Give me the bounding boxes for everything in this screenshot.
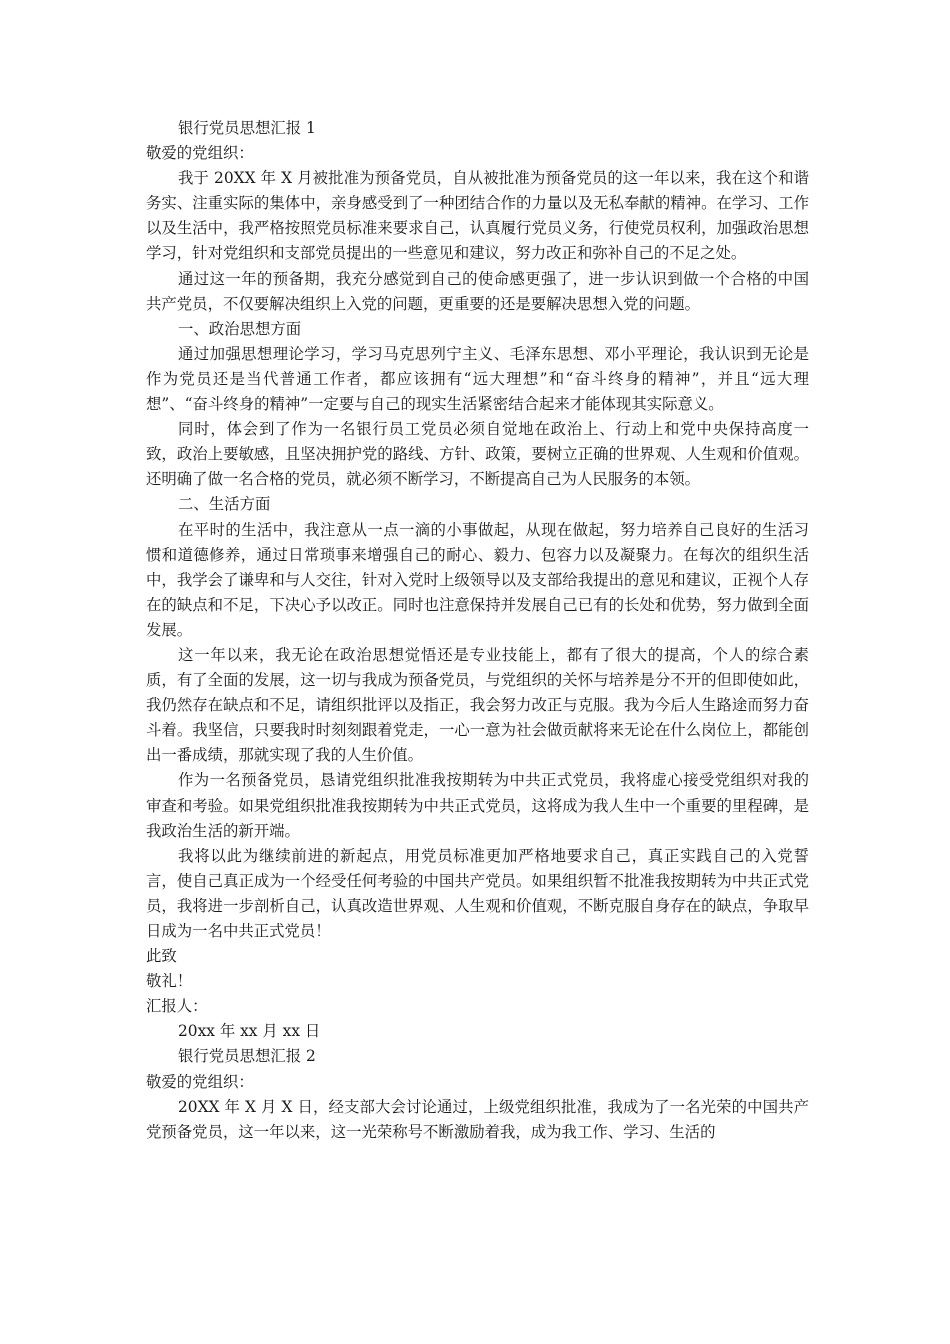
report1-salutation: 敬爱的党组织： [146, 144, 254, 163]
document-page [146, 116, 809, 1145]
life-paragraph-1: 在平时的生活中，我注意从一点一滴的小事做起，从现在做起，努力培养自己良好的生活习惯和道德修养，通过日常琐事来增强自己的耐心、毅力、包容力以及凝聚力。在每次的组织生活中，我学会了谦卑和与人交往，针对入党时上级领导以及支部给我提出的意见和建议，正视个人存在的缺点和不足，下决心予以改正。同时也注意保持并发展自己已有的长处和优势，努力做到全面发展。 [146, 520, 809, 639]
report1-title: 银行党员思想汇报 1 [178, 119, 316, 137]
politics-paragraph-1: 通过加强思想理论学习，学习马克思列宁主义、毛泽东思想、邓小平理论，我认识到无论是作为党员还是当代普通工作者，都应该拥有“远大理想”和“奋斗终身的精神”，并且“远大理想”、“奋斗终身的精神”一定要与自己的现实生活紧密结合起来才能体现其实际意义。 [146, 344, 809, 414]
section-heading-politics: 一、政治思想方面 [178, 319, 302, 338]
report2-paragraph-1: 20XX 年 X 月 X 日，经支部大会讨论通过，上级党组织批准，我成为了一名光荣的中国共产党预备党员，这一年以来，这一光荣称号不断激励着我，成为我工作、学习、生活的 [146, 1097, 809, 1141]
report2-salutation: 敬爱的党组织： [146, 1072, 254, 1091]
report1-paragraph-1: 我于 20XX 年 X 月被批准为预备党员，自从被批准为预备党员的这一年以来，我在这个和谐务实、注重实际的集体中，亲身感受到了一种团结合作的力量以及无私奉献的精神。在学习、工作以及生活中，我严格按照党员标准来要求自己，认真履行党员义务，行使党员权利，加强政治思想学习，针对党组织和支部党员提出的一些意见和建议，努力改正和弥补自己的不足之处。 [146, 169, 809, 263]
report2-title: 银行党员思想汇报 2 [178, 1047, 316, 1066]
life-paragraph-3: 作为一名预备党员，恳请党组织批准我按期转为中共正式党员，我将虚心接受党组织对我的审查和考验。如果党组织批准我按期转为中共正式党员，这将成为我人生中一个重要的里程碑，是我政治生活的新开端。 [146, 771, 809, 840]
closing-salute: 敬礼！ [146, 972, 193, 991]
closing-greeting: 此致 [146, 947, 177, 966]
section-heading-life: 二、生活方面 [178, 495, 271, 514]
life-paragraph-4: 我将以此为继续前进的新起点，用党员标准更加严格地要求自己，真正实践自己的入党誓言，使自己真正成为一个经受任何考验的中国共产党员。如果组织暂不批准我按期转为中共正式党员，我将进一步剖析自己，认真改造世界观、人生观和价值观，不断克服自身存在的缺点，争取早日成为一名中共正式党员！ [146, 846, 809, 940]
report-date: 20xx 年 xx 月 xx 日 [178, 1022, 321, 1041]
signer-label: 汇报人： [146, 997, 208, 1016]
report1-paragraph-2: 通过这一年的预备期，我充分感觉到自己的使命感更强了，进一步认识到做一个合格的中国共产党员，不仅要解决组织上入党的问题，更重要的还是要解决思想入党的问题。 [146, 269, 809, 313]
politics-paragraph-2: 同时，体会到了作为一名银行员工党员必须自觉地在政治上、行动上和党中央保持高度一致，政治上要敏感，且坚决拥护党的路线、方针、政策，要树立正确的世界观、人生观和价值观。还明确了做一名合格的党员，就必须不断学习，不断提高自己为人民服务的本领。 [146, 420, 809, 489]
life-paragraph-2: 这一年以来，我无论在政治思想觉悟还是专业技能上，都有了很大的提高，个人的综合素质，有了全面的发展，这一切与我成为预备党员，与党组织的关怀与培养是分不开的但即使如此，我仍然存在缺点和不足，请组织批评以及指正，我会努力改正与克服。我为今后人生路途而努力奋斗着。我坚信，只要我时时刻刻跟着党走，一心一意为社会做贡献将来无论在什么岗位上，都能创出一番成绩，那就实现了我的人生价值。 [146, 645, 809, 765]
